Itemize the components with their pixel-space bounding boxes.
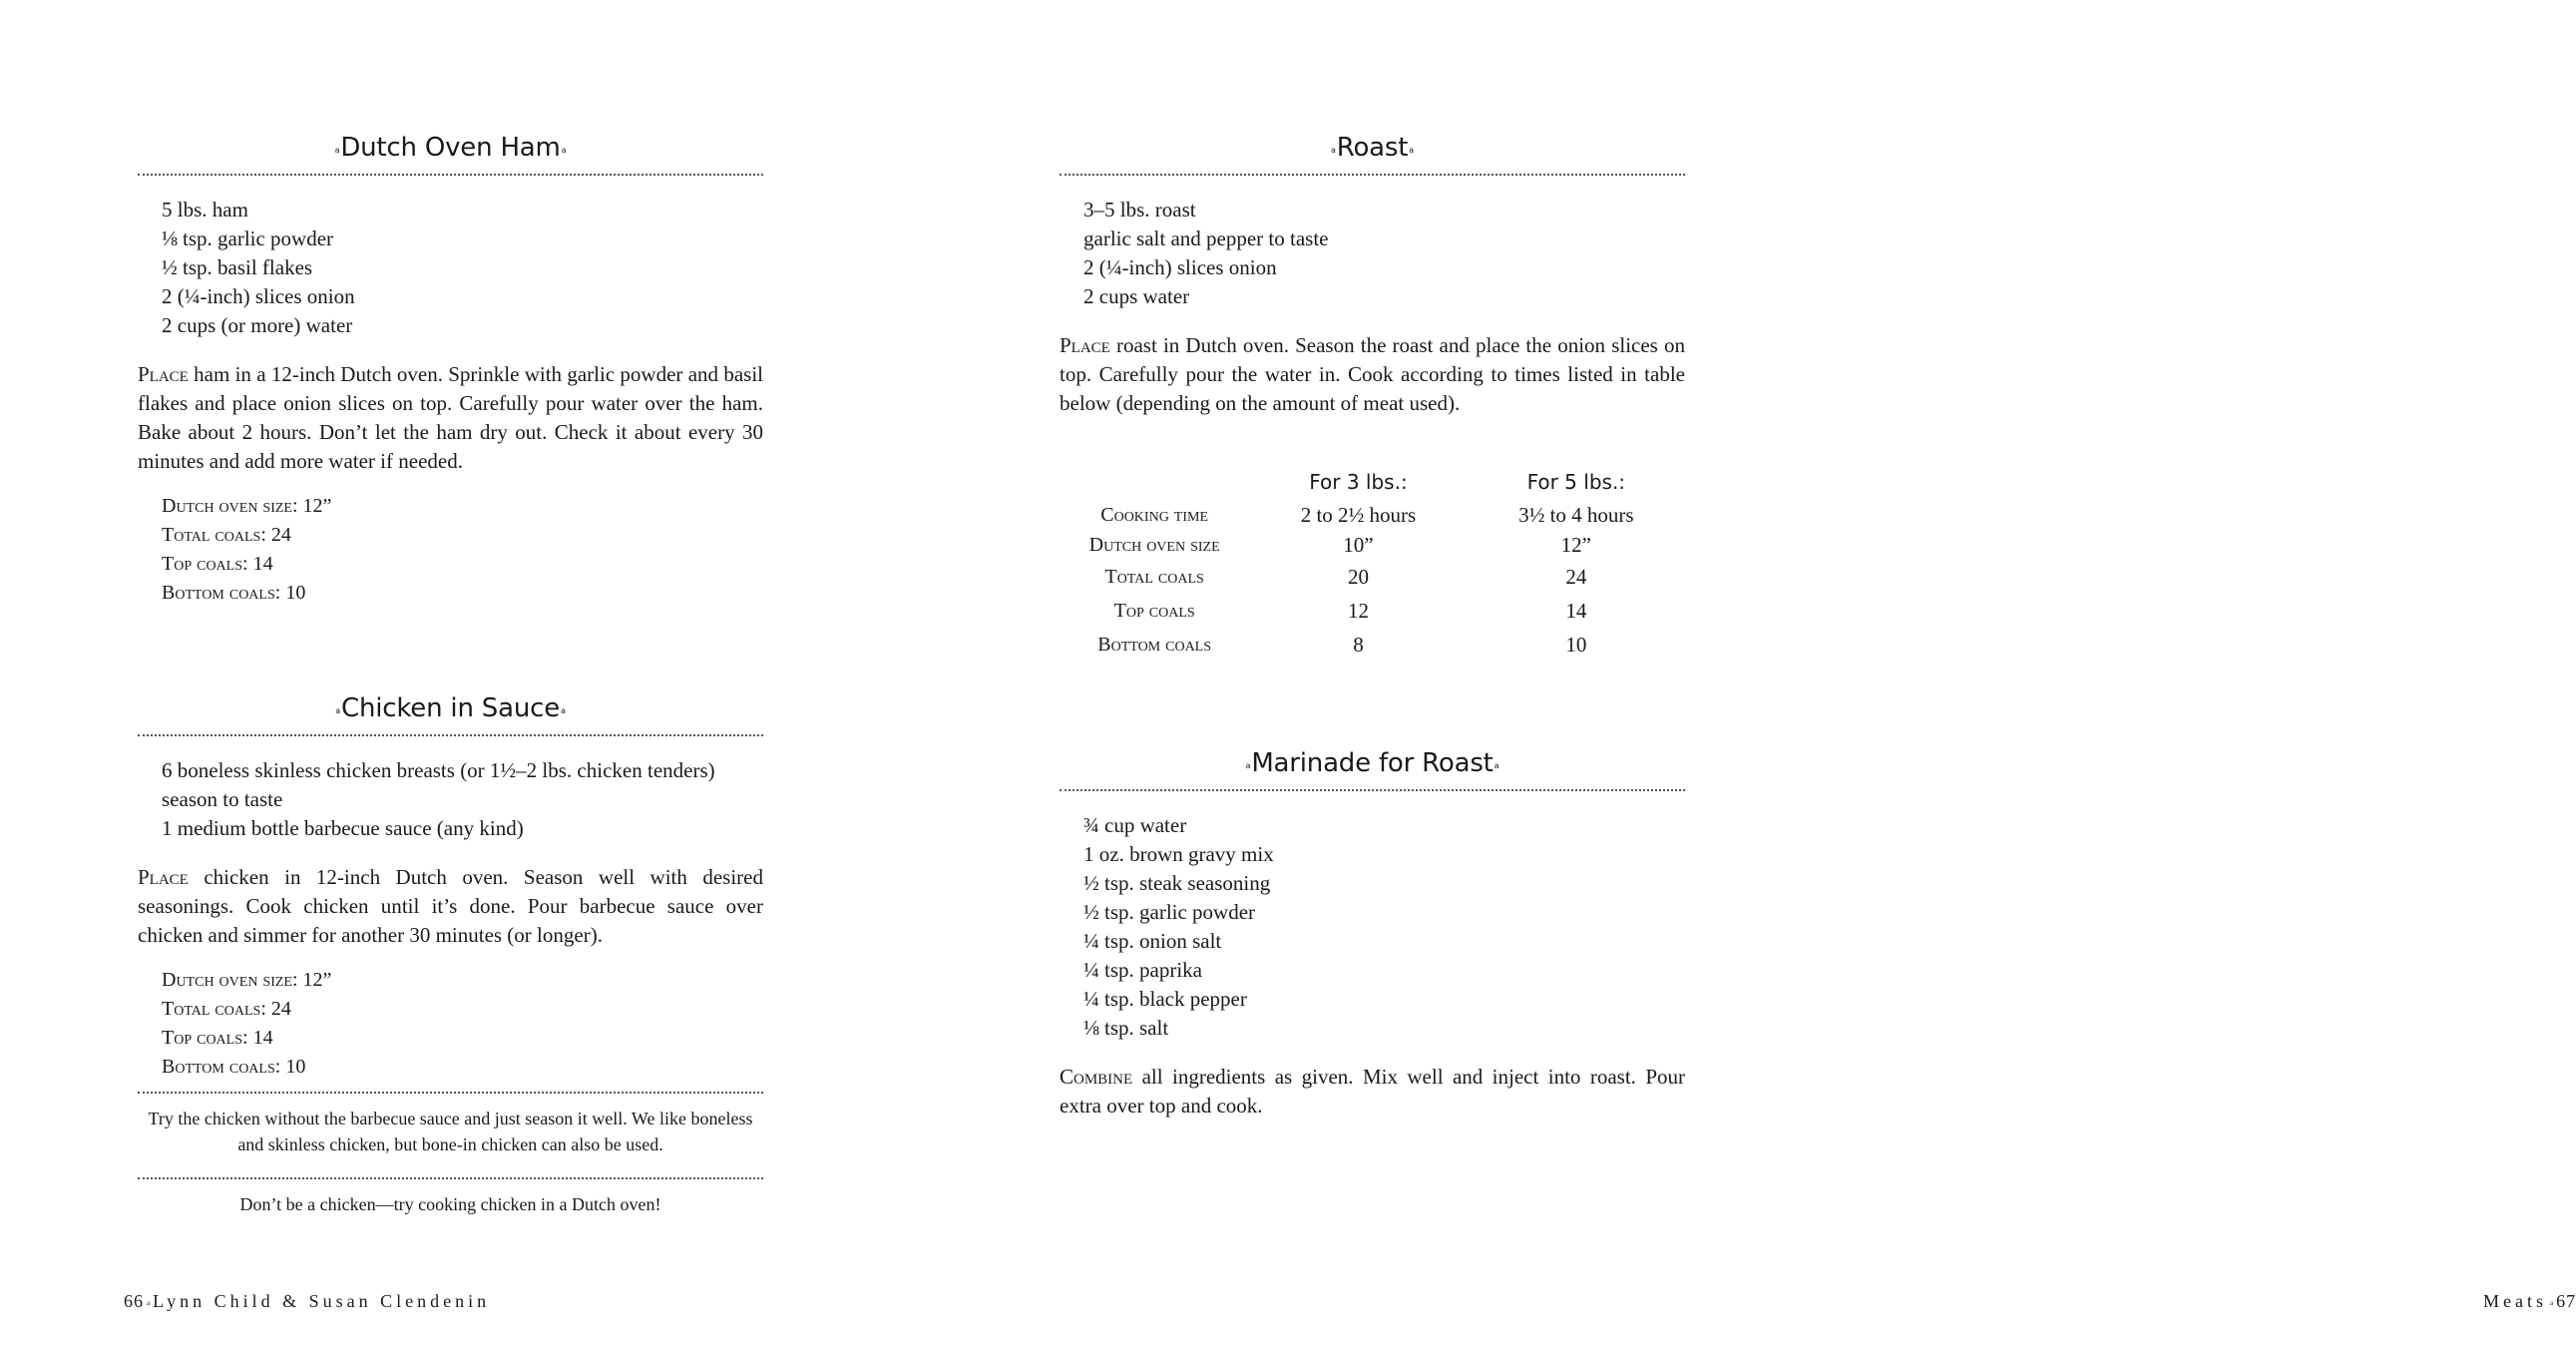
instructions-lead-word: Place — [1060, 333, 1110, 357]
recipe-title-text: Dutch Oven Ham — [340, 133, 561, 163]
instructions-lead-word: Combine — [1060, 1065, 1133, 1089]
table-row-label: Top coals — [1113, 599, 1195, 622]
page-number: 66 — [124, 1291, 144, 1311]
recipe-tagline: Don’t be a chicken—try cooking chicken in a Dutch oven! — [239, 1194, 661, 1214]
table-cell: 14 — [1565, 598, 1587, 623]
table-row — [1060, 594, 1685, 628]
recipe-title-text: Roast — [1336, 133, 1409, 163]
table-row — [1060, 560, 1685, 594]
ingredient-list — [162, 196, 763, 340]
right-page — [898, 0, 2576, 1347]
coal-setting-item: Bottom coals: 10 — [162, 582, 306, 604]
dotted-divider — [138, 174, 763, 176]
ingredient-item: ¼ tsp. paprika — [1083, 958, 1202, 982]
table-row — [1060, 628, 1685, 662]
table-row-label: Cooking time — [1100, 503, 1209, 526]
ornament-icon: a — [334, 145, 340, 155]
recipe-title-text: Chicken in Sauce — [341, 693, 560, 723]
ornament-icon: a — [1331, 145, 1336, 155]
ingredient-item: ¼ tsp. black pepper — [1083, 987, 1247, 1011]
recipe-instructions — [138, 863, 763, 950]
coal-setting-item: Bottom coals: 10 — [162, 1056, 306, 1078]
recipe-title — [138, 128, 763, 168]
dotted-divider — [1060, 789, 1685, 791]
instructions-text: chicken in 12-inch Dutch oven. Season well with desired seasonings. Cook chicken until it’s done. Pour barbecue sauce over chicken and simmer for another 30 minutes (or longer). — [138, 865, 763, 947]
ingredient-item: 1 medium bottle barbecue sauce (any kind) — [162, 816, 524, 840]
instructions-text: roast in Dutch oven. Season the roast and place the onion slices on top. Carefully pour the water in. Cook according to times listed in table below (depending on the amount of meat used). — [1060, 333, 1685, 415]
table-cell: 10” — [1343, 532, 1374, 557]
table-row-label: Bottom coals — [1097, 633, 1212, 656]
ingredient-item: ½ tsp. garlic powder — [1083, 900, 1256, 924]
cooking-table — [1060, 464, 1685, 662]
ornament-icon: a — [2550, 1298, 2554, 1307]
coal-setting-item: Dutch oven size: 12” — [162, 495, 332, 517]
ingredient-item: 6 boneless skinless chicken breasts (or 1½–2 lbs. chicken tenders) — [162, 758, 715, 782]
table-row-label: Dutch oven size — [1088, 533, 1220, 556]
ornament-icon: a — [1494, 760, 1500, 770]
coal-settings — [162, 492, 763, 608]
ornament-icon: a — [561, 705, 566, 715]
ornament-icon: a — [147, 1298, 151, 1307]
instructions-lead-word: Place — [138, 362, 189, 386]
ingredient-item: ½ tsp. steak seasoning — [1083, 871, 1271, 895]
recipe-title — [1060, 743, 1685, 783]
coal-setting-item: Top coals: 14 — [162, 553, 273, 575]
running-head: Lynn Child & Susan Clendenin — [153, 1291, 491, 1311]
ingredient-item: 2 (¼-inch) slices onion — [1083, 255, 1277, 279]
recipe-instructions — [1060, 1063, 1685, 1121]
ingredient-item: 5 lbs. ham — [162, 198, 248, 222]
coal-setting-item: Top coals: 14 — [162, 1027, 273, 1049]
table-cell: 12 — [1347, 598, 1369, 623]
ingredient-item: ¼ tsp. onion salt — [1083, 929, 1222, 953]
ingredient-item: garlic salt and pepper to taste — [1083, 226, 1329, 250]
recipe-roast — [1060, 128, 1685, 662]
ingredient-item: ½ tsp. basil flakes — [162, 255, 313, 279]
recipe-instructions — [138, 360, 763, 476]
ingredient-item: 2 cups water — [1083, 284, 1190, 308]
recipe-instructions — [1060, 331, 1685, 418]
ingredient-item: 2 cups (or more) water — [162, 313, 353, 337]
table-header-row — [1060, 464, 1685, 500]
ingredient-item: season to taste — [162, 787, 283, 811]
table-cell: 8 — [1353, 632, 1364, 657]
coal-setting-item: Total coals: 24 — [162, 998, 291, 1020]
recipe-title — [138, 688, 763, 728]
running-head: Meats — [2483, 1291, 2547, 1311]
dotted-divider — [138, 734, 763, 736]
instructions-text: all ingredients as given. Mix well and inject into roast. Pour extra over top and cook. — [1060, 1065, 1685, 1118]
coal-setting-item: Total coals: 24 — [162, 524, 291, 546]
page-footer — [124, 1291, 490, 1312]
dotted-divider — [138, 1177, 763, 1179]
recipe-marinade-for-roast — [1060, 743, 1685, 1121]
table-cell: 24 — [1565, 564, 1587, 589]
dotted-divider — [138, 1092, 763, 1094]
page-number: 67 — [2556, 1291, 2576, 1311]
recipe-title — [1060, 128, 1685, 168]
table-row — [1060, 500, 1685, 530]
ingredient-item: ¾ cup water — [1083, 813, 1187, 837]
table-cell: 2 to 2½ hours — [1300, 502, 1417, 527]
dotted-divider — [1060, 174, 1685, 176]
recipe-dutch-oven-ham — [138, 128, 763, 608]
ingredient-item: ⅛ tsp. garlic powder — [162, 226, 334, 250]
ingredient-list — [1083, 196, 1685, 311]
table-cell: 3½ to 4 hours — [1518, 502, 1634, 527]
table-cell: 12” — [1560, 532, 1591, 557]
instructions-lead-word: Place — [138, 865, 189, 889]
ornament-icon: a — [335, 705, 340, 715]
table-header-cell: For 5 lbs.: — [1526, 470, 1626, 494]
recipe-title-text: Marinade for Roast — [1251, 748, 1494, 778]
ornament-icon: a — [1409, 145, 1414, 155]
left-page — [0, 0, 898, 1347]
ingredient-item: ⅛ tsp. salt — [1083, 1016, 1169, 1040]
table-header-cell — [1060, 464, 1249, 500]
ingredient-item: 2 (¼-inch) slices onion — [162, 284, 355, 308]
ornament-icon: a — [1245, 760, 1251, 770]
page-footer — [2483, 1291, 2576, 1312]
table-header-cell: For 3 lbs.: — [1309, 470, 1408, 494]
ingredient-item: 1 oz. brown gravy mix — [1083, 842, 1274, 866]
recipe-tip: Try the chicken without the barbecue sauce and just season it well. We like boneless and skinless chicken, but bone-in chicken can also be used. — [148, 1109, 753, 1154]
ingredient-list — [162, 756, 763, 843]
ornament-icon: a — [561, 145, 567, 155]
recipe-chicken-in-sauce — [138, 688, 763, 1217]
table-row — [1060, 530, 1685, 560]
coal-setting-item: Dutch oven size: 12” — [162, 969, 332, 991]
coal-settings — [162, 966, 763, 1082]
instructions-text: ham in a 12-inch Dutch oven. Sprinkle with garlic powder and basil flakes and place onion slices on top. Carefully pour water over the ham. Bake about 2 hours. Don’t let the ham dry out. Check it about every 30 minutes and add more water if needed. — [138, 362, 763, 473]
ingredient-item: 3–5 lbs. roast — [1083, 198, 1196, 222]
table-cell: 10 — [1565, 632, 1587, 657]
table-cell: 20 — [1347, 564, 1369, 589]
table-row-label: Total coals — [1104, 565, 1204, 588]
ingredient-list — [1083, 811, 1685, 1043]
